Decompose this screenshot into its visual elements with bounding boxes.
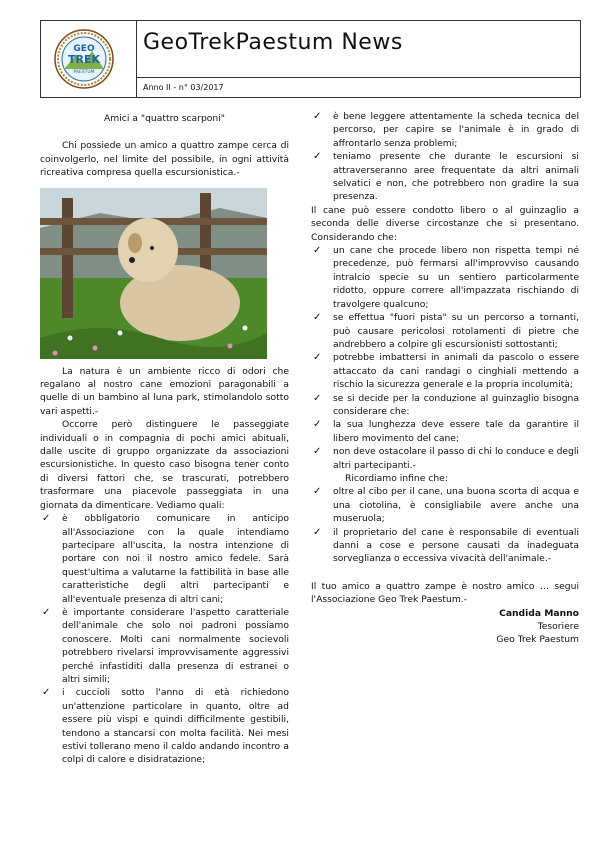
nature-paragraph: La natura è un ambiente ricco di odori che regalano al nostro cane emozioni paragonabili a quelle di un bambino al luna park, stimolandolo sotto vari aspetti.- [40,365,289,417]
left-column [40,112,289,767]
list-item: ✓ un cane che procede libero non rispetta tempi né precedenze, può fermarsi all'improvviso causando intralcio specie su un sentiero particolarmente ridotto, oppure correre all'impazzata rischiando di travolgere qualcuno; [311,244,579,311]
list-item: ✓ è importante considerare l'aspetto caratteriale dell'animale che solo noi padroni possiamo conoscere. Molti cani normalmente socievoli potrebbero rivelarsi improvvisamente aggressivi perché infastiditi dalla presenza di estranei o altri simili; [40,606,289,686]
signature-org: Geo Trek Paestum [496,634,579,646]
list-item: ✓ i cuccioli sotto l'anno di età richiedono un'attenzione particolare in quanto, oltre ad essere più vispi e quindi difficilmente gestibili, tendono a stancarsi con molta facilità. Nei mesi estivi tollerano meno il caldo andando incontro a colpi di calore e disidratazione; [40,686,289,766]
list-item: ✓ teniamo presente che durante le escursioni si attraverseranno aree frequentate da altri animali selvatici e non, che potrebbero non gradire la sua presenza. [311,150,579,204]
list-item: ✓ è bene leggere attentamente la scheda tecnica del percorso, per capire se l'animale è in grado di affrontarlo senza problemi; [311,110,579,150]
list-item: ✓ oltre al cibo per il cane, una buona scorta di acqua e una ciotolina, è consigliabile avere anche una museruola; [311,485,579,525]
reminder-paragraph: Ricordiamo infine che: [345,472,448,484]
right-column [311,110,579,647]
logo-line1: GEO [73,44,95,54]
masthead [40,20,581,98]
closing-paragraph: Il tuo amico a quattro zampe è nostro amico … segui l'Associazione Geo Trek Paestum.- [311,580,579,606]
intro-paragraph: Chi possiede un amico a quattro zampe cerca di coinvolgerlo, nel limite del possibile, in ogni attività ricreativa compresa quella escursionistica.- [40,140,289,179]
list-item: ✓ è obbligatorio comunicare in anticipo all'Associazione con la quale intendiamo partecipare all'uscita, la nostra intenzione di portare con noi il nostro amico fedele. Sarà quest'ultima a valutarne la fattibilità in base alle caratteristiche degli altri partecipanti e all'eventuale presenza di altri cani; [40,512,289,606]
list-item: ✓ se effettua "fuori pista" su un percorso a tornanti, può causare pericolosi rotolamenti di pietre che andrebbero a colpire gli escursionisti sottostanti; [311,311,579,351]
logo-line3: PAESTUM [73,70,95,75]
issue-number: Anno II - n° 03/2017 [143,83,224,92]
geotrek-logo [54,29,114,89]
article-heading: Amici a "quattro scarponi" [104,113,225,124]
leash-paragraph: Il cane può essere condotto libero o al guinzaglio a seconda delle diverse circostanze che si presentano. Considerando che: [311,204,579,243]
logo-line2: TREK [67,53,101,66]
groups-paragraph: Occorre però distinguere le passeggiate individuali o in compagnia di pochi amici abituali, dalle uscite di gruppo organizzate da associazioni escursionistiche. In questo caso bisogna tener conto di diversi fattori che, se trascurati, potrebbero trasformare una piacevole passeggiata in una giornata da dimenticare. Vediamo quali: [40,419,289,511]
logo-cell [41,21,137,97]
dog-photo [40,188,267,359]
list-item: ✓ la sua lunghezza deve essere tale da garantire il libero movimento del cane; [311,418,579,445]
list-item: ✓ potrebbe imbattersi in animali da pascolo o essere attaccato da cani randagi o cinghiali mettendo a rischio la sicurezza generale e la propria incolumità; [311,351,579,391]
list-item: ✓ non deve ostacolare il passo di chi lo conduce e degli altri partecipanti.- [311,445,579,472]
signature-role: Tesoriere [537,621,579,633]
title-cell [137,21,580,78]
list-item: ✓ il proprietario del cane è responsabile di eventuali danni a cose e persone causati da inadeguata sorveglianza o eccessiva vivacità dell'animale.- [311,526,579,566]
signature-name: Candida Manno [499,607,579,619]
newsletter-title: GeoTrekPaestum News [143,30,403,55]
list-item: ✓ se si decide per la conduzione al guinzaglio bisogna considerare che: [311,392,579,419]
